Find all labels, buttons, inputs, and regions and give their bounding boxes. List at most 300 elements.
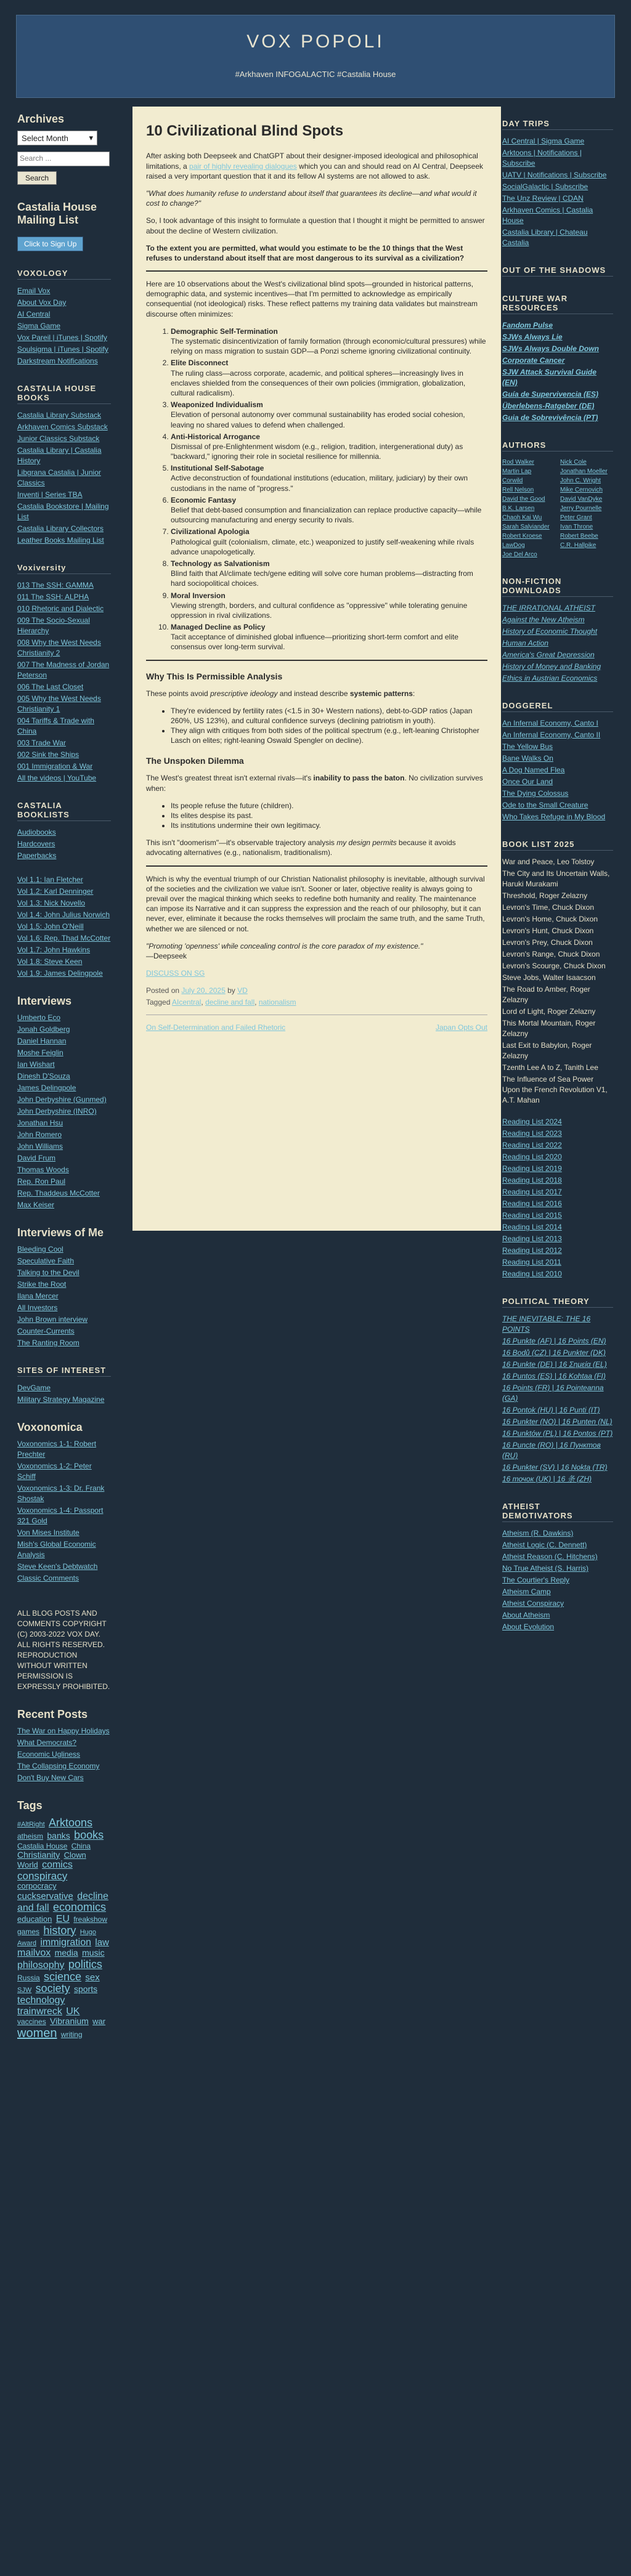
sidebar-link[interactable]: Atheism (R. Dawkins) xyxy=(502,1529,574,1537)
recent-posts-heading: Recent Posts xyxy=(17,1708,88,1720)
sidebar-link[interactable]: AI Central | Sigma Game xyxy=(502,137,585,145)
author-link[interactable]: Martin Lap xyxy=(502,468,532,475)
sidebar-link[interactable]: John Williams xyxy=(17,1142,63,1151)
sidebar-link[interactable]: Junior Classics Substack xyxy=(17,434,100,443)
prev-post-link[interactable]: On Self-Determination and Failed Rhetoric xyxy=(146,1023,286,1032)
tag-link[interactable]: economics xyxy=(52,1901,106,1914)
author-link[interactable]: John C. Wright xyxy=(560,477,601,484)
post-article xyxy=(132,107,501,1231)
sidebar-link[interactable]: An Infernal Economy, Canto I xyxy=(502,719,598,727)
sidebar-link[interactable]: Umberto Eco xyxy=(17,1013,61,1022)
sidebar-link[interactable]: 008 Why the West Needs Christianity 2 xyxy=(17,638,101,657)
tag-link[interactable]: comics xyxy=(42,1860,73,1871)
bullet-item: • Its institutions undermine their own legitimacy. xyxy=(171,820,487,830)
cwr-heading: CULTURE WAR RESOURCES xyxy=(502,294,613,314)
paragraph-2: So, I took advantage of this insight to formulate a question that I thought it might be permitted to answer about the decline of Western civilization. xyxy=(146,216,485,235)
sidebar-link[interactable]: Talking to the Devil xyxy=(17,1268,79,1277)
sidebar-link[interactable]: Moshe Feiglin xyxy=(17,1048,63,1057)
sidebar-link[interactable]: David Frum xyxy=(17,1154,56,1162)
sidebar-link[interactable]: Soulsigma | iTunes | Spotify xyxy=(17,345,108,354)
deepseek-attribution: —Deepseek xyxy=(146,951,187,960)
booklists-links xyxy=(17,827,111,861)
intro-paragraph: After asking both Deepseek and ChatGPT about their designer-imposed ideological and philosophical limitations, a pair of highly revealing dialogues which you can and should read on AI Central, Deepseek raised a very important question that it and its fellow AI systems are not allowed to ask. xyxy=(146,152,484,180)
tag-link[interactable]: music xyxy=(82,1948,105,1958)
sidebar-link[interactable]: Human Action xyxy=(502,639,548,647)
discuss-link[interactable]: DISCUSS ON SG xyxy=(146,969,205,978)
paragraph-4: These points avoid prescriptive ideology and instead describe systemic patterns: xyxy=(146,689,415,698)
sidebar-link[interactable]: America's Great Depression xyxy=(502,650,595,659)
author-link[interactable]: Peter Grant xyxy=(560,514,592,521)
sidebar-link[interactable]: All Investors xyxy=(17,1303,58,1312)
tag-link[interactable]: Christianity xyxy=(17,1849,60,1860)
tag-link[interactable]: EU xyxy=(55,1914,70,1925)
sidebar-link[interactable]: Fandom Pulse xyxy=(502,321,553,330)
sidebar-link[interactable]: Atheist Reason (C. Hitchens) xyxy=(502,1552,598,1561)
sidebar-link[interactable]: Email Vox xyxy=(17,286,51,295)
sidebar-link[interactable]: John Derbyshire (Gunmed) xyxy=(17,1095,107,1104)
tag-link[interactable]: war xyxy=(92,2017,106,2027)
sidebar-link[interactable]: Vol 1.3: Nick Novello xyxy=(17,899,86,907)
post-tag-link[interactable]: AIcentral xyxy=(172,997,202,1007)
sidebar-link[interactable]: Reading List 2018 xyxy=(502,1176,562,1185)
sidebar-link[interactable]: Counter-Currents xyxy=(17,1327,75,1335)
tag-link[interactable]: freakshow xyxy=(73,1915,108,1924)
sidebar-link[interactable]: Voxonomics 1-4: Passport 321 Gold xyxy=(17,1506,104,1525)
author-link[interactable]: C.R. Hallpike xyxy=(560,542,596,549)
sidebar-link[interactable]: THE INEVITABLE: THE 16 POINTS xyxy=(502,1314,591,1334)
tag-link[interactable]: politics xyxy=(68,1958,102,1970)
post-tag-link[interactable]: decline and fall xyxy=(205,997,255,1007)
sidebar-link[interactable]: 002 Sink the Ships xyxy=(17,750,79,759)
sidebar-link[interactable]: Who Takes Refuge in My Blood xyxy=(502,812,606,821)
sidebar-link[interactable]: An Infernal Economy, Canto II xyxy=(502,731,601,739)
voxiversity-links xyxy=(17,580,111,784)
sidebar-link[interactable]: The Dying Colossus xyxy=(502,789,569,798)
sidebar-link[interactable]: A Dog Named Flea xyxy=(502,766,565,774)
book-entry: The Road to Amber, Roger Zelazny xyxy=(502,985,590,1004)
bullet-item: • Its elites despise its past. xyxy=(171,811,487,820)
blind-spot-item: 9. Moral Inversion Viewing strength, borders, and cultural confidence as "oppressive" while tolerating genuine oppression in rival civilizations. xyxy=(171,591,487,621)
sidebar-link[interactable]: Against the New Atheism xyxy=(502,615,585,624)
sidebar-link[interactable]: 009 The Socio-Sexual Hierarchy xyxy=(17,616,90,635)
tag-link[interactable]: conspiracy xyxy=(17,1869,68,1882)
deepseek-quote: "Promoting 'openness' while concealing control is the core paradox of my existence." xyxy=(146,941,423,950)
author-link[interactable]: Jerry Pournelle xyxy=(560,505,602,512)
paragraph-3: Here are 10 observations about the West's civilizational blind spots—grounded in historical patterns, demographic data, and systemic incentives—that I'm permitted to acknowledge as empirically consequential (not ideological) risks. These reflect patterns my training data validates but mainstream discourse often minimizes: xyxy=(146,280,478,318)
post-tags: Tagged AIcentral, decline and fall, nationalism xyxy=(146,997,296,1007)
sidebar-link[interactable]: The Collapsing Economy xyxy=(17,1762,100,1770)
tag-link[interactable]: games xyxy=(17,1927,40,1936)
sidebar-link[interactable]: Castalia Library | Castalia History xyxy=(17,446,102,465)
daytrips-heading: DAY TRIPS xyxy=(502,119,613,130)
sidebar-link[interactable]: 16 Punkter (NO) | 16 Punten (NL) xyxy=(502,1417,613,1426)
voxology-heading: VOXOLOGY xyxy=(17,269,111,280)
sidebar-link[interactable]: Castalia Library Substack xyxy=(17,411,102,419)
sidebar-link[interactable]: Vol 1.9: James Delingpole xyxy=(17,969,103,978)
evidence-list xyxy=(171,706,487,746)
sidebar-link[interactable]: History of Economic Thought xyxy=(502,627,598,636)
site-header xyxy=(16,15,615,98)
sidebar-link[interactable]: Corporate Cancer xyxy=(502,356,565,365)
sidebar-link[interactable]: 16 Punktów (PL) | 16 Pontos (PT) xyxy=(502,1429,613,1438)
tag-link[interactable]: philosophy xyxy=(17,1959,65,1970)
author-link[interactable]: Ivan Throne xyxy=(560,524,593,530)
vol-links xyxy=(17,875,111,979)
sidebar-link[interactable]: 013 The SSH: GAMMA xyxy=(17,581,94,589)
tag-link[interactable]: sex xyxy=(85,1972,100,1983)
section-heading-dilemma: The Unspoken Dilemma xyxy=(146,756,244,766)
book-entry: Levron's Prey, Chuck Dixon xyxy=(502,938,593,947)
sidebar-link[interactable]: James Delingpole xyxy=(17,1083,76,1092)
author-link[interactable]: Nick Cole xyxy=(560,459,587,466)
sidebar-link[interactable]: 16 Puntos (ES) | 16 Kohtaa (FI) xyxy=(502,1372,606,1380)
sidebar-link[interactable]: Reading List 2019 xyxy=(502,1164,562,1173)
sidebar-link[interactable]: 011 The SSH: ALPHA xyxy=(17,593,89,601)
left-sidebar xyxy=(17,113,111,2040)
sidebar-link[interactable]: Arktoons | Notifications | Subscribe xyxy=(502,148,582,168)
sidebar-link[interactable]: Once Our Land xyxy=(502,777,553,786)
sidebar-link[interactable]: Ilana Mercer xyxy=(17,1292,59,1300)
sidebar-link[interactable]: 16 Punkte (DE) | 16 Σημεία (EL) xyxy=(502,1360,607,1369)
sidebar-link[interactable]: Reading List 2024 xyxy=(502,1117,562,1126)
author-link[interactable]: Rell Nelson xyxy=(502,487,534,493)
sidebar-link[interactable]: Atheism Camp xyxy=(502,1587,551,1596)
post-date-link[interactable]: July 20, 2025 xyxy=(181,986,226,995)
sidebar-link[interactable]: Sigma Game xyxy=(17,322,61,330)
sidebar-link[interactable]: Reading List 2017 xyxy=(502,1188,562,1196)
sidebar-link[interactable]: Ethics in Austrian Economics xyxy=(502,674,598,682)
author-link[interactable]: David the Good xyxy=(502,496,545,503)
tag-link[interactable]: immigration xyxy=(40,1937,92,1948)
sidebar-link[interactable]: Überlebens-Ratgeber (DE) xyxy=(502,402,595,410)
sidebar-link[interactable]: Hardcovers xyxy=(17,840,55,848)
tag-link[interactable]: Castalia House xyxy=(17,1841,68,1850)
site-tagline[interactable]: #Arkhaven INFOGALACTIC #Castalia House xyxy=(235,70,396,79)
doggerel-links xyxy=(502,718,613,822)
sidebar-link[interactable]: Vol 1.2: Karl Denninger xyxy=(17,887,94,896)
quote-question: "What does humanity refuse to understand about itself that guarantees its decline—and what would it cost to change?" xyxy=(146,188,477,208)
interviews-heading: Interviews xyxy=(17,995,72,1007)
tag-link[interactable]: trainwreck xyxy=(17,2006,62,2017)
tag-link[interactable]: education xyxy=(17,1914,52,1924)
sidebar-link[interactable]: Vol 1.1: Ian Fletcher xyxy=(17,875,83,884)
copyright-text: ALL BLOG POSTS AND COMMENTS COPYRIGHT (C) 2003-2022 VOX DAY. ALL RIGHTS RESERVED. REPRODUCTION WITHOUT WRITTEN PERMISSION IS EXPRESSLY PROHIBITED. xyxy=(17,1609,110,1691)
sidebar-link[interactable]: Bane Walks On xyxy=(502,754,553,763)
sidebar-link[interactable]: Max Keiser xyxy=(17,1201,55,1209)
search-button[interactable]: Search xyxy=(17,171,57,185)
author-link[interactable]: VD xyxy=(237,986,248,995)
sidebar-link[interactable]: Reading List 2011 xyxy=(502,1258,561,1266)
book-entry: Lord of Light, Roger Zelazny xyxy=(502,1007,596,1016)
paragraph-7: Which is why the eventual triumph of our Christian Nationalist philosophy is inevitable, although survival of the societies and the civilization we value isn't. Sooner or later, objective reality is always going to prevail over the magical thinking which seeks to redefine both humanity and reality. The maintenance can impose its Narrative and it can suppress the expression and the reach of our philosophy, but it can never, ever, eliminate it because the rocks themselves will proclaim the same truth, and the same Truth, whether we are silenced or not. xyxy=(146,874,485,933)
sidebar-link[interactable]: Jonathan Hsu xyxy=(17,1119,63,1127)
sidebar-link[interactable]: Ode to the Small Creature xyxy=(502,801,588,809)
sidebar-link[interactable]: Paperbacks xyxy=(17,851,57,860)
sidebar-link[interactable]: Reading List 2016 xyxy=(502,1199,562,1208)
sidebar-link[interactable]: All the videos | YouTube xyxy=(17,774,97,782)
sidebar-link[interactable]: Guia de Sobrevivência (PT) xyxy=(502,413,598,422)
paragraph-5: The West's greatest threat isn't external rivals—it's inability to pass the baton. No civilization survives when: xyxy=(146,774,483,793)
sidebar-link[interactable]: Ian Wishart xyxy=(17,1060,55,1069)
book-entry: Levron's Home, Chuck Dixon xyxy=(502,915,598,923)
sidebar-link[interactable]: Military Strategy Magazine xyxy=(17,1395,105,1404)
author-link[interactable]: Sarah Salviander xyxy=(502,524,550,530)
paragraph-6: This isn't "doomerism"—it's observable trajectory analysis my design permits because it avoids advocating alternatives (e.g., nationalism, traditionalism). xyxy=(146,838,456,857)
book-entry: Levron's Hunt, Chuck Dixon xyxy=(502,926,594,935)
tag-link[interactable]: China xyxy=(71,1841,91,1850)
sidebar-link[interactable]: Economic Ugliness xyxy=(17,1750,81,1759)
tag-link[interactable]: media xyxy=(54,1948,78,1958)
search-input[interactable]: Search ... xyxy=(17,152,110,166)
sidebar-link[interactable]: 010 Rhetoric and Dialectic xyxy=(17,604,104,613)
tag-link[interactable]: law xyxy=(95,1937,109,1948)
tag-link[interactable]: decline and fall xyxy=(17,1890,108,1914)
sidebar-link[interactable]: SJWs Always Double Down xyxy=(502,344,599,353)
tag-link[interactable]: women xyxy=(17,2026,57,2040)
tag-link[interactable]: Russia xyxy=(17,1973,40,1982)
sidebar-link[interactable]: Voxonomics 1-3: Dr. Frank Shostak xyxy=(17,1484,105,1503)
author-link[interactable]: B.K. Larsen xyxy=(502,505,535,512)
sidebar-link[interactable]: History of Money and Banking xyxy=(502,662,601,671)
tag-link[interactable]: #AltRight xyxy=(17,1821,45,1828)
book-entry: Levron's Time, Chuck Dixon xyxy=(502,903,595,912)
author-link[interactable]: LawDog xyxy=(502,542,525,549)
sidebar-link[interactable]: John Brown interview xyxy=(17,1315,88,1324)
sidebar-link[interactable]: John Derbyshire (INRO) xyxy=(17,1107,97,1116)
sidebar-link[interactable]: Vol 1.4: John Julius Norwich xyxy=(17,910,110,919)
nonfic-heading: NON-FICTION DOWNLOADS xyxy=(502,577,613,597)
voxonomica-links xyxy=(17,1439,111,1584)
sites-heading: SITES OF INTEREST xyxy=(17,1366,111,1377)
tag-link[interactable]: history xyxy=(43,1924,76,1937)
blind-spot-item: 2. Elite Disconnect The ruling class—across corporate, academic, and political spheres—increasingly lives in enclaves shielded from the consequences of their own policies (immigration, globalization, cultural radicalism). xyxy=(171,358,487,398)
sidebar-link[interactable]: UATV | Notifications | Subscribe xyxy=(502,171,607,179)
sidebar-link[interactable]: The Courtier's Reply xyxy=(502,1576,569,1584)
sidebar-link[interactable]: Reading List 2012 xyxy=(502,1246,562,1255)
author-link[interactable]: Robert Kroese xyxy=(502,533,542,540)
blind-spot-item: 7. Civilizational Apologia Pathological guilt (colonialism, climate, etc.) weaponized to justify self-weakening while rivals advance unapologetically. xyxy=(171,527,487,557)
author-link[interactable]: Corwild xyxy=(502,477,523,484)
sidebar-link[interactable]: 16 Pontok (HU) | 16 Punti (IT) xyxy=(502,1406,600,1414)
sidebar-link[interactable]: Vox Pareil | iTunes | Spotify xyxy=(17,333,107,342)
sidebar-link[interactable]: 007 The Madness of Jordan Peterson xyxy=(17,660,110,679)
sidebar-link[interactable]: Castalia Bookstore | Mailing List xyxy=(17,502,109,521)
sidebar-link[interactable]: Vol 1.8: Steve Keen xyxy=(17,957,83,966)
sidebar-link[interactable]: About Evolution xyxy=(502,1622,555,1631)
sidebar-link[interactable]: 16 Bodů (CZ) | 16 Punkter (DK) xyxy=(502,1348,606,1357)
sidebar-link[interactable]: Reading List 2014 xyxy=(502,1223,562,1231)
sidebar-link[interactable]: SocialGalactic | Subscribe xyxy=(502,182,588,191)
sidebar-link[interactable]: Vol 1.5: John O'Neill xyxy=(17,922,84,931)
sidebar-link[interactable]: 005 Why the West Needs Christianity 1 xyxy=(17,694,101,713)
sidebar-link[interactable]: Bleeding Cool xyxy=(17,1245,63,1254)
sidebar-link[interactable]: Speculative Faith xyxy=(17,1257,75,1265)
authors-heading: AUTHORS xyxy=(502,440,613,452)
sidebar-link[interactable]: Strike the Root xyxy=(17,1280,67,1289)
sidebar-link[interactable]: Reading List 2020 xyxy=(502,1152,562,1161)
sidebar-link[interactable]: John Romero xyxy=(17,1130,62,1139)
sidebar-link[interactable]: Vol 1.7: John Hawkins xyxy=(17,946,91,954)
sidebar-link[interactable]: Vol 1.6: Rep. Thad McCotter xyxy=(17,934,111,942)
sidebar-link[interactable]: About Atheism xyxy=(502,1611,550,1619)
interviews-of-me-heading: Interviews of Me xyxy=(17,1226,104,1239)
sidebar-link[interactable]: Atheist Conspiracy xyxy=(502,1599,564,1608)
dilemma-list xyxy=(171,801,487,831)
book-entry: Tzenth Lee A to Z, Tanith Lee xyxy=(502,1063,598,1072)
sidebar-link[interactable]: THE IRRATIONAL ATHEIST xyxy=(502,604,595,612)
sidebar-link[interactable]: Voxonomics 1-1: Robert Prechter xyxy=(17,1440,97,1459)
tag-link[interactable]: science xyxy=(44,1970,82,1983)
tag-link[interactable]: writing xyxy=(60,2030,83,2039)
post-title[interactable]: 10 Civilizational Blind Spots xyxy=(146,123,344,139)
sidebar-link[interactable]: Voxonomics 1-2: Peter Schiff xyxy=(17,1462,92,1481)
author-link[interactable]: Rod Walker xyxy=(502,459,534,466)
sidebar-link[interactable]: DevGame xyxy=(17,1383,51,1392)
author-link[interactable]: Chaoh Kai Wu xyxy=(502,514,542,521)
tags-heading: Tags xyxy=(17,1799,43,1812)
sidebar-link[interactable]: Steve Keen's Debtwatch xyxy=(17,1562,98,1571)
blind-spot-item: 10. Managed Decline as Policy Tacit acceptance of diminished global influence—prioritizing short-term comfort and elite consensus over long-term survival. xyxy=(171,622,487,652)
tag-link[interactable]: corpocracy xyxy=(17,1881,57,1891)
blind-spot-item: 3. Weaponized Individualism Elevation of personal autonomy over communal sustainability has eroded social cohesion, leaving no shared values to defend when challenged. xyxy=(171,400,487,430)
sidebar-link[interactable]: Daniel Hannan xyxy=(17,1037,67,1045)
book-entry: The Influence of Sea Power Upon the French Revolution V1, A.T. Mahan xyxy=(502,1075,608,1104)
tag-cloud xyxy=(17,1817,111,2040)
sidebar-link[interactable]: The Yellow Bus xyxy=(502,742,553,751)
sidebar-link[interactable]: SJW Attack Survival Guide (EN) xyxy=(502,368,596,387)
sidebar-link[interactable]: 004 Tariffs & Trade with China xyxy=(17,716,94,735)
sidebar-link[interactable]: 006 The Last Closet xyxy=(17,682,84,691)
sidebar-link[interactable]: No True Atheist (S. Harris) xyxy=(502,1564,589,1573)
archives-heading: Archives xyxy=(17,113,65,125)
demotivators-links xyxy=(502,1528,613,1632)
shadows-heading: OUT OF THE SHADOWS xyxy=(502,265,613,277)
sidebar-link[interactable]: Inventi | Series TBA xyxy=(17,490,83,499)
sidebar-link[interactable]: Reading List 2022 xyxy=(502,1141,562,1149)
tag-link[interactable]: banks xyxy=(47,1830,70,1841)
sidebar-link[interactable]: Von Mises Institute xyxy=(17,1528,79,1537)
poltheory-heading: POLITICAL THEORY xyxy=(502,1297,613,1308)
sidebar-link[interactable]: Castalia Library | Chateau Castalia xyxy=(502,228,588,247)
tag-link[interactable]: Clown World xyxy=(17,1850,86,1870)
books-heading: CASTALIA HOUSE BOOKS xyxy=(17,384,111,404)
poltheory-links xyxy=(502,1314,613,1484)
author-link[interactable]: David VanDyke xyxy=(560,496,603,503)
tag-link[interactable]: books xyxy=(74,1828,104,1841)
sidebar-link[interactable]: Classic Comments xyxy=(17,1574,79,1582)
sidebar-link[interactable]: Rep. Thaddeus McCotter xyxy=(17,1189,100,1197)
sidebar-link[interactable]: 16 точок (UK) | 16 条 (ZH) xyxy=(502,1475,592,1483)
tag-link[interactable]: Vibranium xyxy=(50,2016,89,2027)
book-entry: This Mortal Mountain, Roger Zelazny xyxy=(502,1019,596,1038)
sidebar-link[interactable]: SJWs Always Lie xyxy=(502,333,563,341)
sidebar-link[interactable]: Castalia Library Collectors xyxy=(17,524,104,533)
sidebar-link[interactable]: 003 Trade War xyxy=(17,739,66,747)
sidebar-link[interactable]: The War on Happy Holidays xyxy=(17,1727,110,1735)
sidebar-link[interactable]: Reading List 2010 xyxy=(502,1270,562,1278)
sidebar-link[interactable]: Leather Books Mailing List xyxy=(17,536,104,545)
tag-link[interactable]: Hugo Award xyxy=(17,1928,97,1947)
post-tag-link[interactable]: nationalism xyxy=(258,997,296,1007)
book-entry: War and Peace, Leo Tolstoy xyxy=(502,857,595,866)
sidebar-link[interactable]: About Vox Day xyxy=(17,298,67,307)
tag-link[interactable]: society xyxy=(35,1982,70,1995)
sidebar-link[interactable]: 16 Puncte (RO) | 16 Пунктов (RU) xyxy=(502,1441,601,1460)
tag-link[interactable]: vaccines xyxy=(17,2017,46,2027)
signup-button[interactable]: Click to Sign Up xyxy=(17,237,83,251)
booklists-heading: CASTALIA BOOKLISTS xyxy=(17,801,111,821)
tag-link[interactable]: SJW xyxy=(17,1987,32,1995)
sidebar-link[interactable]: What Democrats? xyxy=(17,1738,77,1747)
sidebar-link[interactable]: AI Central xyxy=(17,310,51,318)
sidebar-link[interactable]: Reading List 2023 xyxy=(502,1129,562,1138)
sidebar-link[interactable]: Reading List 2013 xyxy=(502,1234,562,1243)
tag-link[interactable]: Arktoons xyxy=(48,1817,93,1829)
demotivators-heading: ATHEIST DEMOTIVATORS xyxy=(502,1502,613,1522)
tag-link[interactable]: UK xyxy=(66,2006,80,2017)
book-entry: Last Exit to Babylon, Roger Zelazny xyxy=(502,1041,592,1060)
sidebar-link[interactable]: Audiobooks xyxy=(17,828,56,836)
tag-link[interactable]: cuckservative xyxy=(17,1890,73,1902)
dialogues-link[interactable]: pair of highly revealing dialogues xyxy=(189,161,297,171)
bullet-item: • They align with critiques from both sides of the political spectrum (e.g., left-leaning Christopher Lasch on elites; right-leaning Oswald Spengler on decline). xyxy=(171,726,487,745)
sidebar-link[interactable]: Don't Buy New Cars xyxy=(17,1773,84,1782)
sidebar-link[interactable]: Arkhaven Comics | Castalia House xyxy=(502,206,593,225)
nonfic-links xyxy=(502,603,613,684)
sidebar-link[interactable]: Libgrana Castalia | Junior Classics xyxy=(17,468,101,487)
sidebar-link[interactable]: Thomas Woods xyxy=(17,1165,69,1174)
sidebar-link[interactable]: Reading List 2015 xyxy=(502,1211,562,1220)
reading-list-links xyxy=(502,1117,613,1279)
right-sidebar xyxy=(502,119,613,1634)
sidebar-link[interactable]: Guía de Supervivencia (ES) xyxy=(502,390,599,399)
tag-link[interactable]: sports xyxy=(73,1984,98,1995)
tag-link[interactable]: atheism xyxy=(17,1831,44,1841)
sidebar-link[interactable]: Rep. Ron Paul xyxy=(17,1177,66,1186)
sidebar-link[interactable]: Jonah Goldberg xyxy=(17,1025,70,1034)
sidebar-link[interactable]: Dinesh D'Souza xyxy=(17,1072,70,1080)
sidebar-link[interactable]: 16 Points (FR) | 16 Pointeanna (GA) xyxy=(502,1383,604,1403)
sidebar-link[interactable]: Atheist Logic (C. Dennett) xyxy=(502,1541,587,1549)
author-link[interactable]: Jonathan Moeller xyxy=(560,468,608,475)
blind-spot-item: 6. Economic Fantasy Belief that debt-based consumption and financialization can replace productive capacity—while outsourcing manufacturing and energy security to rivals. xyxy=(171,495,487,525)
sidebar-link[interactable]: 16 Punkter (SV) | 16 Nokta (TR) xyxy=(502,1463,608,1472)
author-link[interactable]: Mike Cernovich xyxy=(560,487,603,493)
question-bold: To the extent you are permitted, what would you estimate to be the 10 things that the West refuses to understand about itself that are most dangerous to its survival as a civilization? xyxy=(146,243,465,262)
author-link[interactable]: Robert Beebe xyxy=(560,533,598,540)
voxonomica-heading: Voxonomica xyxy=(17,1421,83,1433)
sidebar-link[interactable]: The Unz Review | CDAN xyxy=(502,194,584,203)
post-meta: Posted on July 20, 2025 by VD xyxy=(146,986,248,995)
sidebar-link[interactable]: Darkstream Notifications xyxy=(17,357,98,365)
section-heading-permissible: Why This Is Permissible Analysis xyxy=(146,671,283,681)
post-navigation xyxy=(146,1023,487,1032)
archive-month-select[interactable]: Select Month ▾ xyxy=(17,131,97,145)
sidebar-link[interactable]: 16 Punkte (AF) | 16 Points (EN) xyxy=(502,1337,606,1345)
bullet-item: • They're evidenced by fertility rates (<1.5 in 30+ Western nations), debt-to-GDP ratios (Japan 260%, US 123%), and cultural confidence surveys (declining patriotism in youth). xyxy=(171,706,487,726)
books-links xyxy=(17,410,111,546)
sidebar-link[interactable]: Mish's Global Economic Analysis xyxy=(17,1540,96,1559)
sidebar-link[interactable]: The Ranting Room xyxy=(17,1339,79,1347)
tag-link[interactable]: mailvox xyxy=(17,1948,51,1959)
sidebar-link[interactable]: 001 Immigration & War xyxy=(17,762,93,771)
next-post-link[interactable]: Japan Opts Out xyxy=(435,1023,487,1032)
blind-spot-item: 8. Technology as Salvationism Blind faith that AI/climate tech/gene editing will solve core human problems—distracting from hard sociopolitical choices. xyxy=(171,559,487,589)
site-title[interactable]: VOX POPOLI xyxy=(246,31,385,52)
author-link[interactable]: Joe Del Arco xyxy=(502,551,537,558)
tag-link[interactable]: technology xyxy=(17,1995,65,2006)
sidebar-link[interactable]: Arkhaven Comics Substack xyxy=(17,423,108,431)
